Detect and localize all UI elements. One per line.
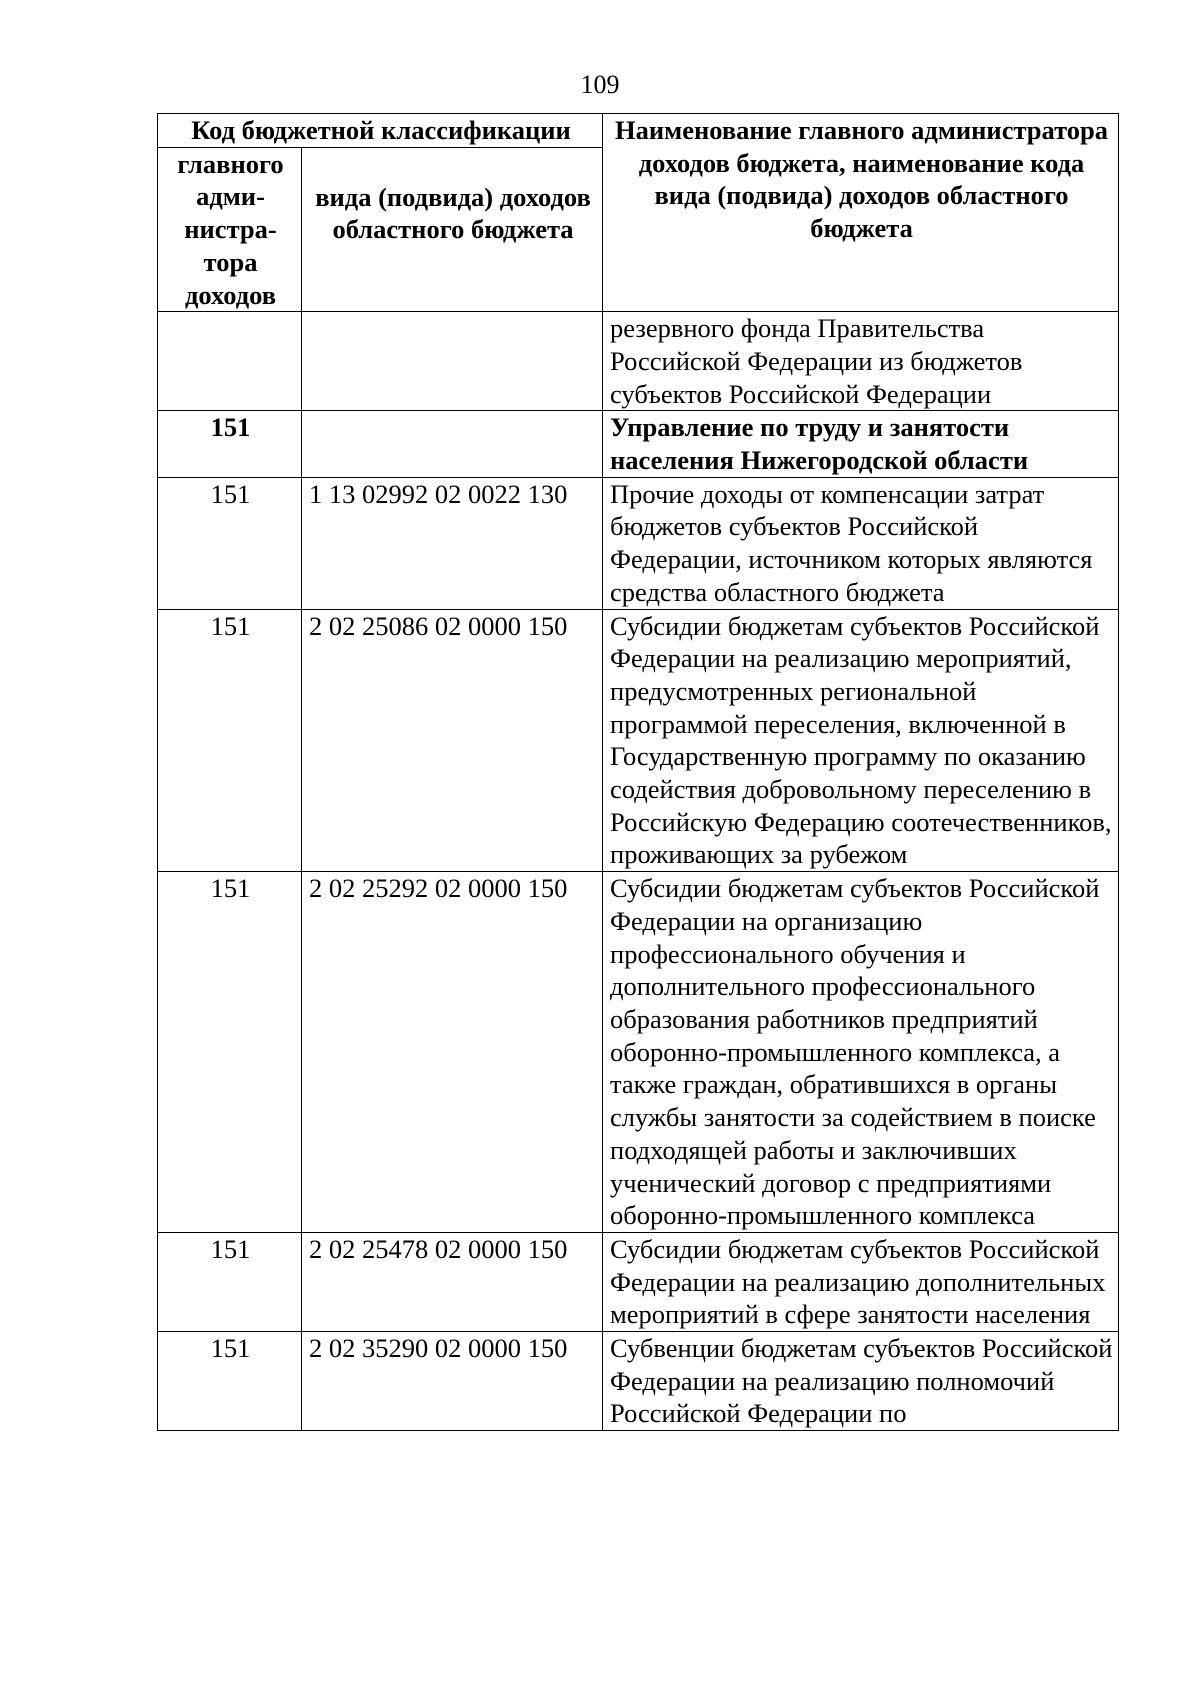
table-row (158, 1332, 1119, 1431)
header-classification-code: Код бюджетной классификации (158, 114, 603, 148)
table-row (158, 312, 1119, 411)
admin-code-cell (158, 312, 302, 411)
admin-code-cell: 151 (158, 411, 302, 477)
table-row (158, 609, 1119, 872)
admin-code-cell: 151 (158, 1332, 302, 1431)
name-cell: Субсидии бюджетам субъектов Российской Федерации на реализацию мероприятий, предусмотренных региональной программой переселения, включенной в Государственную программу по оказанию содействия добровольному переселению в Российскую Федерацию соотечественников, проживающих за рубежом (603, 609, 1119, 872)
kind-code-cell: 2 02 25478 02 0000 150 (302, 1232, 603, 1331)
name-cell: резервного фонда Правительства Российской Федерации из бюджетов субъектов Российской Федерации (603, 312, 1119, 411)
table-row (158, 411, 1119, 477)
name-cell: Субсидии бюджетам субъектов Российской Федерации на реализацию дополнительных мероприятий в сфере занятости населения (603, 1232, 1119, 1331)
kind-code-cell (302, 411, 603, 477)
page-number: 109 (580, 70, 620, 99)
name-cell: Управление по труду и занятости населения Нижегородской области (603, 411, 1119, 477)
table-row (158, 477, 1119, 609)
admin-code-cell: 151 (158, 872, 302, 1233)
budget-classification-table (157, 113, 1119, 1431)
kind-code-cell: 1 13 02992 02 0022 130 (302, 477, 603, 609)
admin-code-cell: 151 (158, 609, 302, 872)
kind-code-cell: 2 02 25086 02 0000 150 (302, 609, 603, 872)
name-cell: Прочие доходы от компенсации затрат бюджетов субъектов Российской Федерации, источником которых являются средства областного бюджета (603, 477, 1119, 609)
name-cell: Субвенции бюджетам субъектов Российской Федерации на реализацию полномочий Российской Федерации по (603, 1332, 1119, 1431)
kind-code-cell (302, 312, 603, 411)
header-name: Наименование главного администратора доходов бюджета, наименование кода вида (подвида) доходов областного бюджета (603, 114, 1119, 312)
header-kind-code: вида (подвида) доходов областного бюджета (302, 147, 603, 312)
table-row (158, 1232, 1119, 1331)
table-body (158, 312, 1119, 1431)
table-row (158, 872, 1119, 1233)
name-cell: Субсидии бюджетам субъектов Российской Федерации на организацию профессионального обучения и дополнительного профессионального образования работников предприятий оборонно-промышленного комплекса, а также граждан, обратившихся в органы службы занятости за содействием в поиске подходящей работы и заключивших ученический договор с предприятиями оборонно-промышленного комплекса (603, 872, 1119, 1233)
admin-code-cell: 151 (158, 477, 302, 609)
admin-code-cell: 151 (158, 1232, 302, 1331)
header-admin-code: главного адми-нистра-тора доходов (158, 147, 302, 312)
kind-code-cell: 2 02 35290 02 0000 150 (302, 1332, 603, 1431)
kind-code-cell: 2 02 25292 02 0000 150 (302, 872, 603, 1233)
